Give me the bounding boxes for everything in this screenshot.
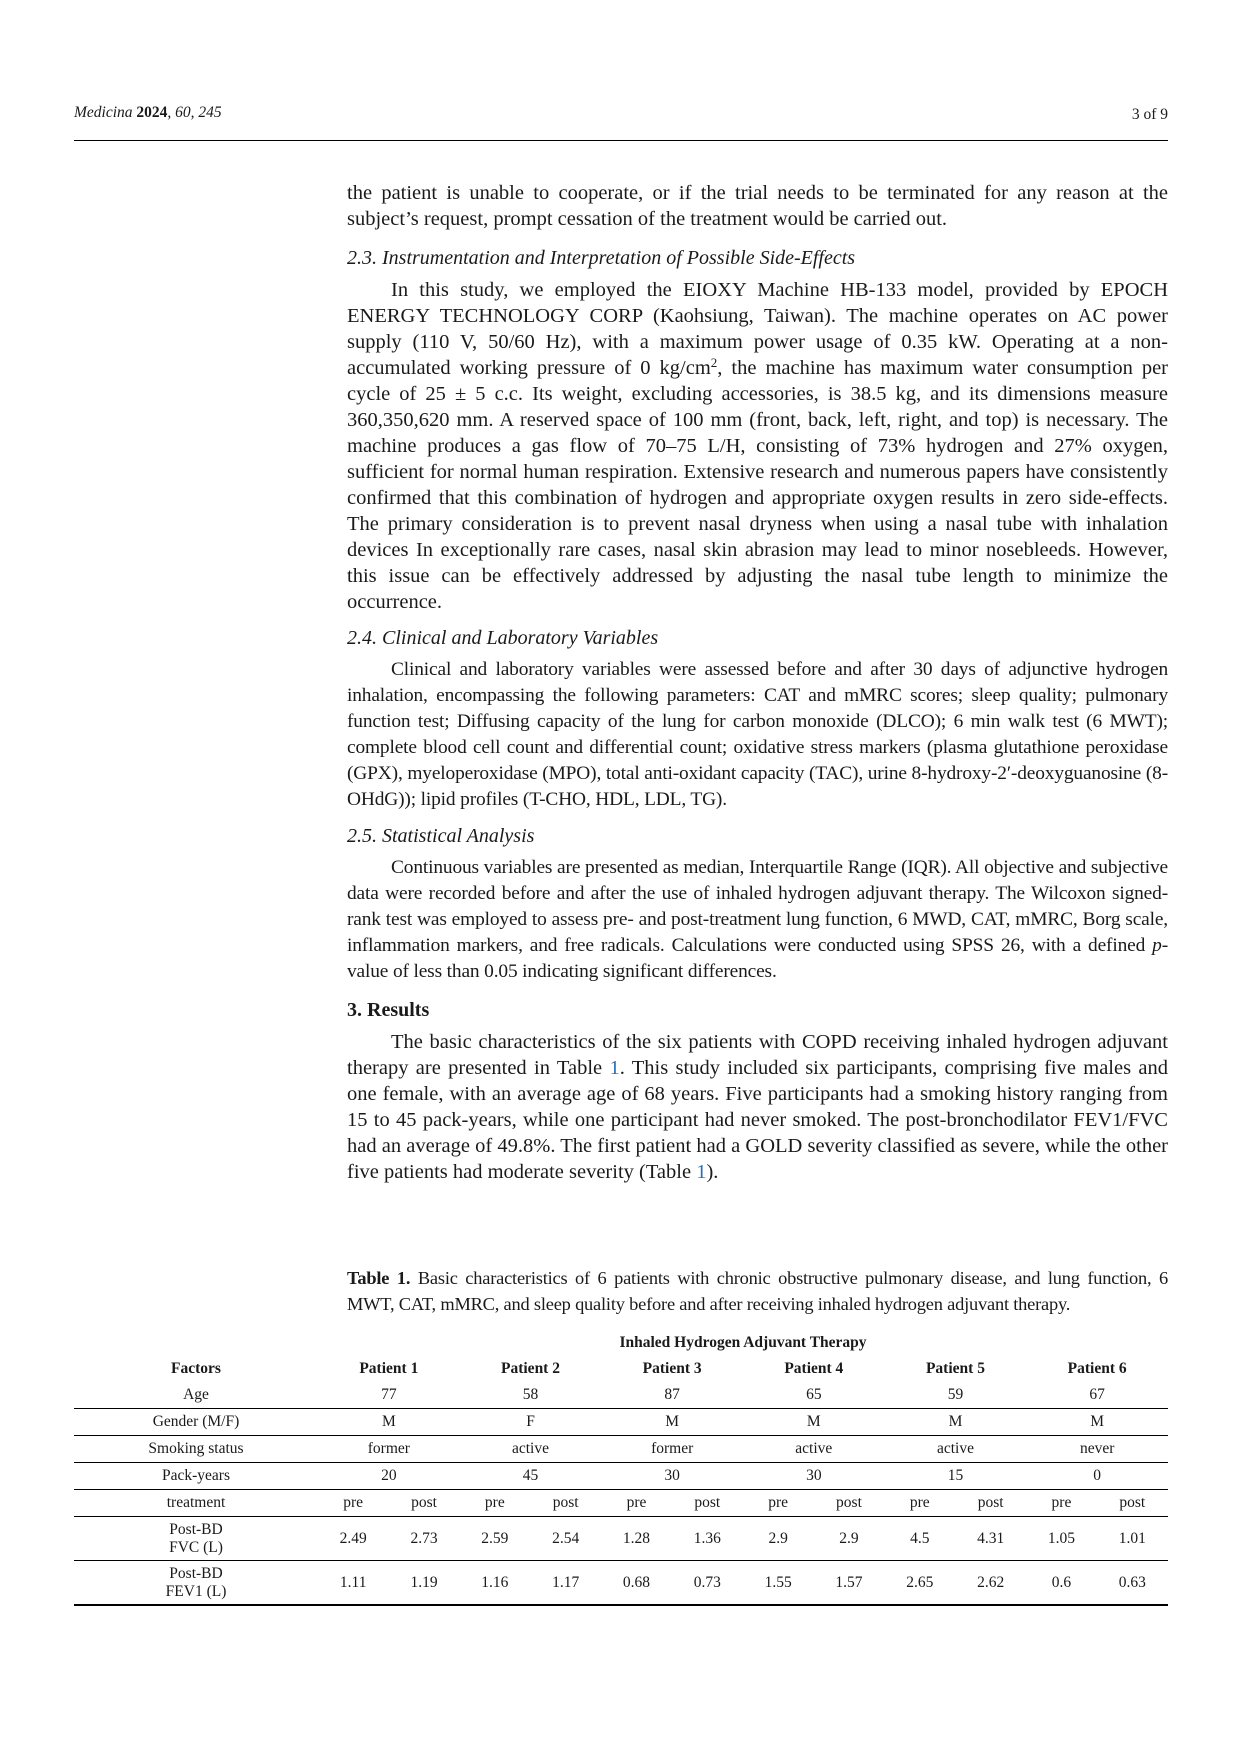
- table-row: [74, 1409, 1168, 1436]
- table-cell: 2.54: [530, 1517, 601, 1561]
- row-label-line: FEV1 (L): [165, 1582, 227, 1600]
- table-cell: 2.59: [460, 1517, 530, 1561]
- table-cell: former: [318, 1436, 460, 1463]
- table-row: [74, 1382, 1168, 1409]
- section-2-5-title: 2.5. Statistical Analysis: [347, 825, 535, 847]
- pre-label: pre: [885, 1490, 955, 1517]
- table-cell: 0: [1026, 1463, 1168, 1490]
- section-2-3-title: 2.3. Instrumentation and Interpretation of Possible Side-Effects: [347, 247, 856, 269]
- table-1-link[interactable]: 1: [609, 1057, 620, 1079]
- section-2-5-text-b: -value of less than 0.05 indicating significant differences.: [347, 935, 1168, 982]
- table-cell: M: [318, 1409, 460, 1436]
- table-cell: former: [601, 1436, 743, 1463]
- table-cell: 1.28: [601, 1517, 671, 1561]
- running-header: [74, 100, 1168, 141]
- table-1-link[interactable]: 1: [696, 1161, 707, 1183]
- table-cell: 0.68: [601, 1561, 671, 1606]
- table-cell: 58: [460, 1382, 602, 1409]
- table-cell: 1.57: [813, 1561, 884, 1606]
- table-cell: 1.36: [672, 1517, 743, 1561]
- patient-header: Patient 3: [642, 1360, 702, 1377]
- table-cell: 1.55: [743, 1561, 813, 1606]
- table-cell: M: [601, 1409, 743, 1436]
- row-label: Gender (M/F): [74, 1409, 318, 1436]
- post-label: post: [388, 1490, 459, 1517]
- table-row: [74, 1436, 1168, 1463]
- patient-header: Patient 6: [1067, 1360, 1127, 1377]
- table-cell: 59: [885, 1382, 1027, 1409]
- table-cell: active: [743, 1436, 885, 1463]
- row-label: treatment: [74, 1490, 318, 1517]
- table-cell: 4.5: [885, 1517, 955, 1561]
- section-3-title: 3. Results: [347, 999, 430, 1021]
- table-cell: 2.9: [743, 1517, 813, 1561]
- factors-header: Factors: [171, 1360, 221, 1377]
- pre-label: pre: [1026, 1490, 1096, 1517]
- table-cell: 4.31: [955, 1517, 1026, 1561]
- table-cell: 2.73: [388, 1517, 459, 1561]
- table-cell: 20: [318, 1463, 460, 1490]
- table-cell: active: [885, 1436, 1027, 1463]
- data-table: [74, 1330, 1168, 1606]
- table-cell: 45: [460, 1463, 602, 1490]
- row-label-line: Post-BD: [169, 1520, 223, 1538]
- section-2-5-text-a: Continuous variables are presented as median, Interquartile Range (IQR). All objective and subjective data were recorded before and after the use of inhaled hydrogen adjuvant therapy. The Wilcoxon signed-rank test was employed to assess pre- and post-treatment lung function, 6 MWD, CAT, mMRC, Borg scale, inflammation markers, and free radicals. Calculations were conducted using SPSS 26, with a defined: [347, 857, 1168, 956]
- table-corner: [74, 1330, 318, 1356]
- section-2-4-paragraph: Clinical and laboratory variables were assessed before and after 30 days of adjunctive hydrogen inhalation, encompassing the following parameters: CAT and mMRC scores; sleep quality; pulmonary function test; Diffusing capacity of the lung for carbon monoxide (DLCO); 6 min walk test (6 MWT); complete blood cell count and differential count; oxidative stress markers (plasma glutathione peroxidase (GPX), myeloperoxidase (MPO), total anti-oxidant capacity (TAC), urine 8-hydroxy-2′-deoxyguanosine (8-OHdG)); lipid profiles (T-CHO, HDL, LDL, TG).: [347, 659, 1168, 810]
- table-cell: 0.63: [1097, 1561, 1168, 1606]
- table-cell: 2.9: [813, 1517, 884, 1561]
- section-2-3-text-a: In this study, we employed the EIOXY Machine HB-133 model, provided by EPOCH ENERGY TECHNOLOGY CORP (Kaohsiung, Taiwan). The machine operates on AC power supply (110 V, 50/60 Hz), with a maximum power usage of 0.35 kW. Operating at a non-accumulated working pressure of 0 kg/cm: [347, 279, 1168, 379]
- post-label: post: [813, 1490, 884, 1517]
- table-cell: 65: [743, 1382, 885, 1409]
- table-cell: 1.11: [318, 1561, 388, 1606]
- table-cell: 30: [601, 1463, 743, 1490]
- table-cell: 1.19: [388, 1561, 459, 1606]
- table-cell: M: [743, 1409, 885, 1436]
- row-label: Age: [74, 1382, 318, 1409]
- table-cell: 0.73: [672, 1561, 743, 1606]
- table-header-row: [74, 1356, 1168, 1382]
- row-label: Pack-years: [74, 1463, 318, 1490]
- section-2-3-paragraph: [347, 277, 1168, 615]
- pre-label: pre: [460, 1490, 530, 1517]
- table-cell: 87: [601, 1382, 743, 1409]
- table-cell: 30: [743, 1463, 885, 1490]
- row-label: [74, 1561, 318, 1606]
- pre-label: pre: [318, 1490, 388, 1517]
- section-2-3-text-b: , the machine has maximum water consumption per cycle of 25 ± 5 c.c. Its weight, excluding accessories, is 38.5 kg, and its dimensions measure 360,350,620 mm. A reserved space of 100 mm (front, back, left, right, and top) is necessary. The machine produces a gas flow of 70–75 L/H, consisting of 73% hydrogen and 27% oxygen, sufficient for normal human respiration. Extensive research and numerous papers have consistently confirmed that this combination of hydrogen and appropriate oxygen results in zero side-effects. The primary consideration is to prevent nasal dryness when using a nasal tube with inhalation devices In exceptionally rare cases, nasal skin abrasion may lead to minor nosebleeds. However, this issue can be effectively addressed by adjusting the nasal tube length to minimize the occurrence.: [347, 357, 1168, 613]
- table-row: [74, 1463, 1168, 1490]
- patient-header: Patient 5: [925, 1360, 985, 1377]
- section-2-5-paragraph: [347, 855, 1168, 985]
- post-label: post: [530, 1490, 601, 1517]
- patient-header: Patient 4: [784, 1360, 844, 1377]
- results-paragraph: [347, 1029, 1168, 1185]
- row-label-line: FVC (L): [169, 1538, 223, 1556]
- article-body: [347, 180, 1168, 1185]
- table-cell: 1.16: [460, 1561, 530, 1606]
- patient-header: Patient 1: [359, 1360, 419, 1377]
- table-caption-text: Basic characteristics of 6 patients with chronic obstructive pulmonary disease, and lung function, 6 MWT, CAT, mMRC, and sleep quality before and after receiving inhaled hydrogen adjuvant therapy.: [347, 1268, 1168, 1314]
- row-label-line: Post-BD: [169, 1564, 223, 1582]
- table-caption-label: Table 1.: [347, 1268, 411, 1288]
- table-cell: 2.49: [318, 1517, 388, 1561]
- patient-header: Patient 2: [501, 1360, 560, 1377]
- row-label: Smoking status: [74, 1436, 318, 1463]
- results-text-a: The basic characteristics of the six patients with COPD receiving inhaled hydrogen adjuvant therapy are presented in Table: [347, 1031, 1168, 1079]
- table-cell: M: [885, 1409, 1027, 1436]
- pre-label: pre: [743, 1490, 813, 1517]
- post-label: post: [672, 1490, 743, 1517]
- table-cell: 67: [1026, 1382, 1168, 1409]
- table-caption: [347, 1265, 1168, 1317]
- table-super-header-row: [74, 1330, 1168, 1356]
- row-label: [74, 1517, 318, 1561]
- table-cell: 1.01: [1097, 1517, 1168, 1561]
- pre-label: pre: [601, 1490, 671, 1517]
- section-2-4-title: 2.4. Clinical and Laboratory Variables: [347, 627, 659, 649]
- table-cell: 1.05: [1026, 1517, 1096, 1561]
- superscript: 2: [710, 355, 718, 370]
- journal-name: Medicina: [74, 104, 133, 121]
- table-cell: 1.17: [530, 1561, 601, 1606]
- post-label: post: [1097, 1490, 1168, 1517]
- table-cell: never: [1026, 1436, 1168, 1463]
- results-text-b: . This study included six participants, comprising five males and one female, with an average age of 68 years. Five participants had a smoking history ranging from 15 to 45 pack-years, while one participant had never smoked. The post-bronchodilator FEV1/FVC had an average of 49.8%. The first patient had a GOLD severity classified as severe, while the other five patients had moderate severity (Table: [347, 1057, 1168, 1183]
- journal-year: 2024: [136, 104, 168, 121]
- treatment-row: [74, 1490, 1168, 1517]
- intro-paragraph: the patient is unable to cooperate, or if the trial needs to be terminated for any reason at the subject’s request, prompt cessation of the treatment would be carried out.: [347, 182, 1168, 230]
- table-cell: 2.65: [885, 1561, 955, 1606]
- journal-volume: , 60, 245: [167, 104, 222, 121]
- table-row: [74, 1561, 1168, 1606]
- table-cell: 77: [318, 1382, 460, 1409]
- table-cell: active: [460, 1436, 602, 1463]
- journal-citation: [74, 104, 222, 122]
- table-cell: 2.62: [955, 1561, 1026, 1606]
- table-cell: M: [1026, 1409, 1168, 1436]
- results-text-c: ).: [706, 1161, 719, 1183]
- table-cell: F: [460, 1409, 602, 1436]
- post-label: post: [955, 1490, 1026, 1517]
- table-row: [74, 1517, 1168, 1561]
- table-cell: 15: [885, 1463, 1027, 1490]
- p-value-italic: p: [1152, 935, 1162, 956]
- page-number: 3 of 9: [1131, 106, 1168, 123]
- table-cell: 0.6: [1026, 1561, 1096, 1606]
- super-header: Inhaled Hydrogen Adjuvant Therapy: [619, 1334, 867, 1351]
